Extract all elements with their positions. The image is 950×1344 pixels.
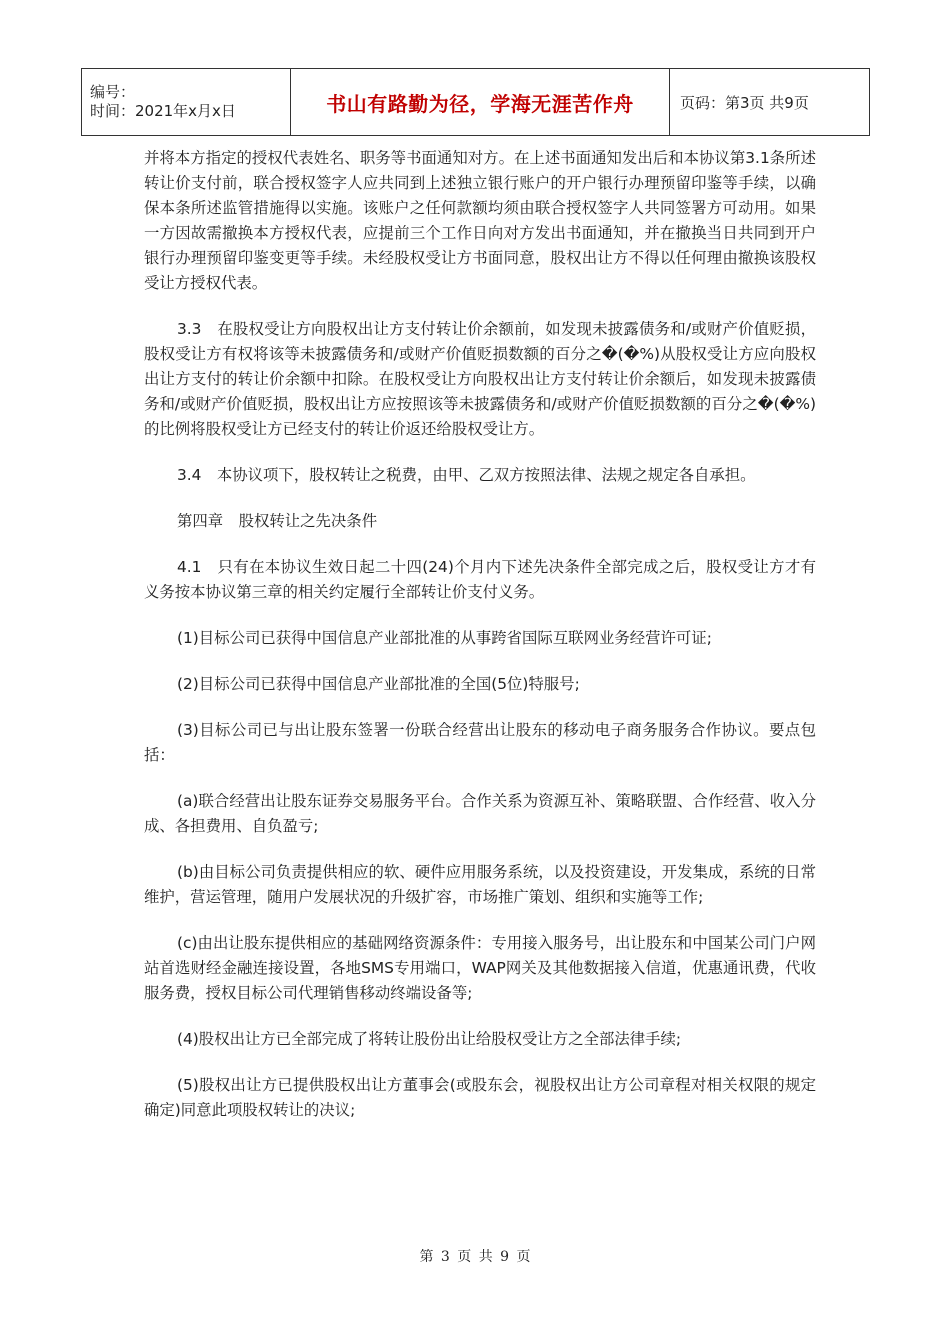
condition-4: (4)股权出让方已全部完成了将转让股份出让给股权受让方之全部法律手续; — [177, 1030, 682, 1048]
header-meta-cell — [82, 69, 291, 136]
condition-3-a: (a)联合经营出让股东证券交易服务平台。合作关系为资源互补、策略联盟、合作经营、收入分成、各担费用、自负盈亏; — [144, 792, 816, 835]
condition-3: (3)目标公司已与出让股东签署一份联合经营出让股东的移动电子商务服务合作协议。要点包括： — [144, 721, 816, 764]
clause-3-4: 3.4 本协议项下，股权转让之税费，由甲、乙双方按照法律、法规之规定各自承担。 — [177, 466, 756, 484]
clause-4-1: 4.1 只有在本协议生效日起二十四(24)个月内下述先决条件全部完成之后，股权受让方才有义务按本协议第三章的相关约定履行全部转让价支付义务。 — [144, 558, 816, 601]
paragraph-continuation: 并将本方指定的授权代表姓名、职务等书面通知对方。在上述书面通知发出后和本协议第3.1条所述转让价支付前，联合授权签字人应共同到上述独立银行账户的开户银行办理预留印鉴等手续，以确保本条所述监管措施得以实施。该账户之任何款额均须由联合授权签字人共同签署方可动用。如果一方因故需撤换本方授权代表，应提前三个工作日向对方发出书面通知，并在撤换当日共同到开户银行办理预留印鉴变更等手续。未经股权受让方书面同意，股权出让方不得以任何理由撤换该股权受让方授权代表。 — [144, 149, 816, 292]
header-motto: 书山有路勤为径，学海无涯苦作舟 — [291, 69, 670, 136]
chapter-4-heading: 第四章 股权转让之先决条件 — [177, 512, 378, 530]
condition-3-b: (b)由目标公司负责提供相应的软、硬件应用服务系统，以及投资建设，开发集成，系统的日常维护，营运管理，随用户发展状况的升级扩容，市场推广策划、组织和实施等工作; — [144, 863, 816, 906]
condition-3-c: (c)由出让股东提供相应的基础网络资源条件：专用接入服务号，出让股东和中国某公司门户网站首选财经金融连接设置，各地SMS专用端口，WAP网关及其他数据接入信道，优惠通讯费，代收服务费，授权目标公司代理销售移动终端设备等; — [144, 934, 816, 1002]
header-table — [81, 68, 870, 136]
document-number-label: 编号： — [90, 83, 136, 101]
clause-3-3: 3.3 在股权受让方向股权出让方支付转让价余额前，如发现未披露债务和/或财产价值贬损，股权受让方有权将该等未披露债务和/或财产价值贬损数额的百分之�(�%)从股权受让方应向股权出让方支付的转让价余额中扣除。在股权受让方向股权出让方支付转让价余额后，如发现未披露债务和/或财产价值贬损，股权出让方应按照该等未披露债务和/或财产价值贬损数额的百分之�(�%)的比例将股权受让方已经支付的转让价返还给股权受让方。 — [144, 320, 816, 438]
document-time-label: 时间：2021年x月x日 — [90, 102, 236, 120]
document-body — [144, 146, 816, 1144]
page-footer: 第 3 页 共 9 页 — [419, 1249, 531, 1265]
condition-5: (5)股权出让方已提供股权出让方董事会(或股东会，视股权出让方公司章程对相关权限的规定确定)同意此项股权转让的决议; — [144, 1076, 816, 1119]
condition-1: (1)目标公司已获得中国信息产业部批准的从事跨省国际互联网业务经营许可证; — [177, 629, 712, 647]
condition-2: (2)目标公司已获得中国信息产业部批准的全国(5位)特服号; — [177, 675, 580, 693]
header-page-info: 页码：第3页 共9页 — [670, 69, 870, 136]
